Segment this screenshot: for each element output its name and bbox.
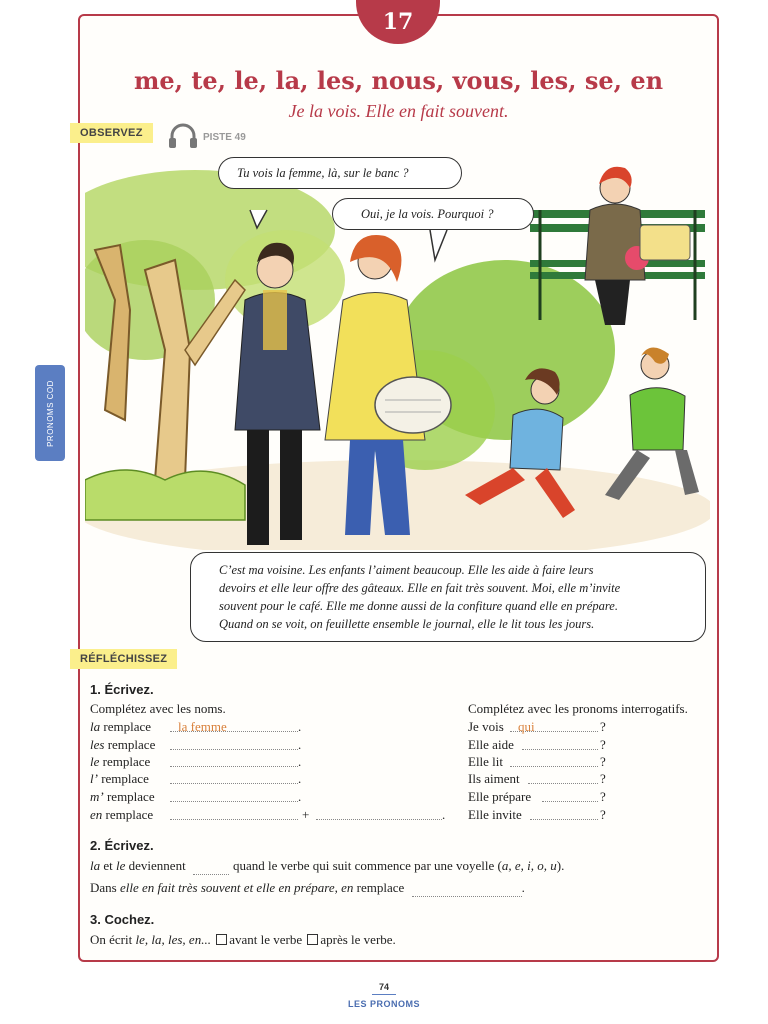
unit-number-tab: 17: [356, 0, 440, 44]
answer-line[interactable]: [170, 738, 298, 750]
right-row-label: Elle prépare: [468, 789, 532, 804]
example-answer: la femme: [178, 719, 227, 734]
row-punctuation: ?: [600, 807, 606, 822]
row-punctuation: .: [298, 719, 302, 734]
right-row-label: Ils aiment: [468, 771, 520, 786]
left-row-label: les remplace: [90, 737, 156, 752]
left-row-label: m’ remplace: [90, 789, 155, 804]
option-after-verb: après le verbe.: [320, 932, 396, 947]
answer-line[interactable]: [170, 808, 298, 820]
exercise-3-line: On écrit le, la, les, en... avant le verbe après le verbe.: [90, 932, 396, 947]
option-before-verb: avant le verbe: [229, 932, 303, 947]
row-punctuation: .: [298, 754, 302, 769]
narration-line: souvent pour le café. Elle me donne aussi de la confiture quand elle en prépare.: [219, 599, 618, 613]
row-punctuation: .: [298, 737, 302, 752]
right-row-label: Elle lit: [468, 754, 504, 769]
right-row-label: Elle invite: [468, 807, 522, 822]
speech-bubble-man: Tu vois la femme, là, sur le banc ?: [218, 157, 462, 189]
answer-line[interactable]: [170, 755, 298, 767]
footer-divider: [372, 994, 396, 995]
left-row-label: la remplace: [90, 719, 152, 734]
right-row-label: Je vois: [468, 719, 504, 734]
row-punctuation: ?: [600, 789, 606, 804]
row-punctuation: ?: [600, 771, 606, 786]
exercise-2-line-1: la et le deviennent quand le verbe qui suit commence par une voyelle (a, e, i, o, u).: [90, 858, 565, 873]
side-section-tab[interactable]: [35, 365, 65, 461]
exercise-2-title: 2. Écrivez.: [90, 838, 154, 853]
reflect-label: RÉFLÉCHISSEZ: [70, 649, 177, 669]
checkbox-before-verb[interactable]: [216, 934, 227, 945]
audio-track-label[interactable]: PISTE 49: [203, 132, 246, 143]
left-row-label: le remplace: [90, 754, 151, 769]
row-punctuation: ?: [600, 719, 606, 734]
answer-line[interactable]: [522, 738, 598, 750]
exercise-3-title: 3. Cochez.: [90, 912, 155, 927]
observe-label: OBSERVEZ: [70, 123, 153, 143]
side-tab-label: PRONOMS COD: [45, 379, 55, 447]
narration-line: Quand on se voit, on feuillette ensemble le journal, elle le lit tous les jours.: [219, 617, 595, 631]
left-row-label: en remplace: [90, 807, 154, 822]
answer-line[interactable]: [510, 755, 598, 767]
plus-sign: +: [302, 807, 310, 822]
exercise-2-line-2: Dans elle en fait très souvent et elle en prépare, en remplace .: [90, 880, 525, 895]
right-row-label: Elle aide: [468, 737, 514, 752]
page-subtitle: Je la vois. Elle en fait souvent.: [288, 101, 509, 121]
row-punctuation: ?: [600, 737, 606, 752]
exercise-1-title: 1. Écrivez.: [90, 682, 154, 697]
answer-line[interactable]: [528, 772, 598, 784]
answer-line[interactable]: [542, 790, 598, 802]
speech-bubble-narration: [190, 552, 706, 642]
row-punctuation: .: [298, 789, 302, 804]
answer-line[interactable]: [170, 772, 298, 784]
narration-line: C’est ma voisine. Les enfants l’aiment beaucoup. Elle les aide à faire leurs: [219, 563, 594, 577]
page-number: 74: [378, 982, 389, 992]
row-punctuation: .: [298, 771, 302, 786]
exercise-1-left-instruction: Complétez avec les noms.: [90, 701, 226, 716]
answer-line[interactable]: [530, 808, 598, 820]
answer-line[interactable]: [170, 790, 298, 802]
speech-bubble-woman: Oui, je la vois. Pourquoi ?: [332, 198, 534, 230]
row-punctuation: ?: [600, 754, 606, 769]
row-punctuation: .: [442, 807, 446, 822]
answer-line[interactable]: [412, 880, 522, 897]
example-answer: qui: [518, 719, 535, 734]
exercise-1-right-instruction: Complétez avec les pronoms interrogatifs.: [468, 701, 688, 716]
checkbox-after-verb[interactable]: [307, 934, 318, 945]
left-row-label: l’ remplace: [90, 771, 149, 786]
answer-line[interactable]: [193, 858, 229, 875]
headphones-icon[interactable]: [167, 123, 199, 149]
page-title: me, te, le, la, les, nous, vous, les, se, en: [133, 66, 664, 95]
answer-line[interactable]: [316, 808, 442, 820]
footer-section: LES PRONOMS: [347, 999, 420, 1009]
narration-line: devoirs et elle leur offre des gâteaux. Elle en fait très souvent. Moi, elle m’invite: [219, 581, 621, 595]
